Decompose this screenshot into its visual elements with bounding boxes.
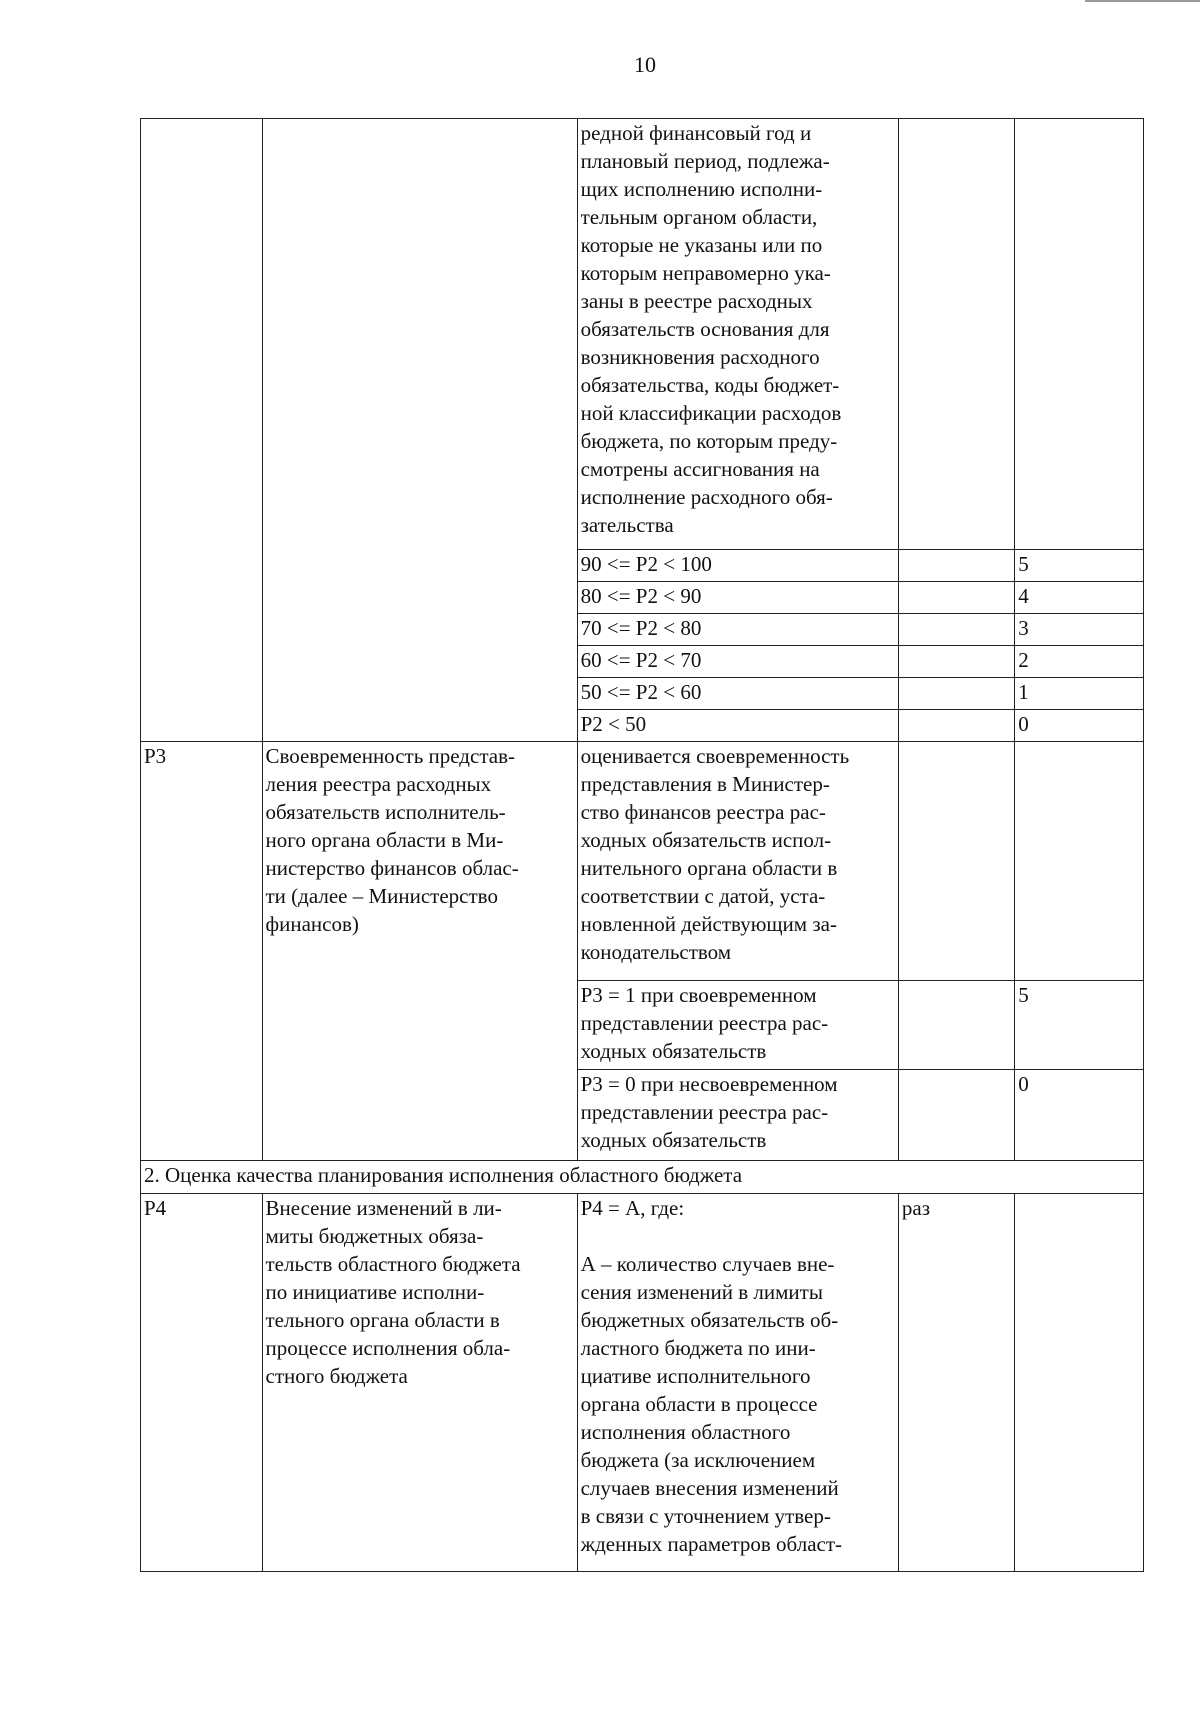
unit-cell	[898, 710, 1014, 742]
code-cell	[141, 119, 263, 742]
p2-score: 4	[1015, 582, 1144, 614]
p2-score: 2	[1015, 646, 1144, 678]
name-cell	[262, 119, 577, 742]
p2-condition: 80 <= Р2 < 90	[577, 582, 898, 614]
table-row	[141, 119, 1144, 550]
p3-score: 5	[1015, 981, 1144, 1070]
p3-description: оценивается своевременность представления в Министер- ство финансов реестра рас- ходных обязательств испол- нительного органа области в соответствии с датой, уста- новленной действующим за- конодательством	[577, 742, 898, 981]
table-row	[141, 742, 1144, 981]
unit-cell	[898, 678, 1014, 710]
p2-condition: 60 <= Р2 < 70	[577, 646, 898, 678]
unit-cell	[898, 646, 1014, 678]
page-number: 10	[634, 52, 656, 77]
p2-condition: 90 <= Р2 < 100	[577, 550, 898, 582]
unit-cell	[898, 1070, 1014, 1161]
unit-cell	[898, 119, 1014, 550]
p2-score: 0	[1015, 710, 1144, 742]
scan-edge-mark	[1085, 0, 1200, 2]
section-title: 2. Оценка качества планирования исполнения областного бюджета	[141, 1161, 1144, 1194]
unit-cell	[898, 614, 1014, 646]
p3-score: 0	[1015, 1070, 1144, 1161]
p4-code: Р4	[141, 1194, 263, 1572]
table-row	[141, 1161, 1144, 1194]
p2-score: 3	[1015, 614, 1144, 646]
score-cell	[1015, 119, 1144, 550]
unit-cell	[898, 550, 1014, 582]
criteria-table	[140, 118, 1144, 1572]
p2-condition: Р2 < 50	[577, 710, 898, 742]
unit-cell	[898, 981, 1014, 1070]
p2-score: 1	[1015, 678, 1144, 710]
p3-name: Своевременность представ- ления реестра расходных обязательств исполнитель- ного органа области в Ми- нистерство финансов облас- ти (далее – Министерство финансов)	[262, 742, 577, 1161]
p3-condition: Р3 = 1 при своевременном представлении реестра рас- ходных обязательств	[577, 981, 898, 1070]
unit-cell	[898, 742, 1014, 981]
p4-description: Р4 = А, где: А – количество случаев вне- сения изменений в лимиты бюджетных обязательств об- ластного бюджета по ини- циативе исполнительного органа области в процессе исполнения областного бюджета (за исключением случаев внесения изменений в связи с уточнением утвер- жденных параметров област-	[577, 1194, 898, 1572]
table-row	[141, 1194, 1144, 1572]
p2-score: 5	[1015, 550, 1144, 582]
p4-name: Внесение изменений в ли- миты бюджетных обяза- тельств областного бюджета по инициативе исполни- тельного органа области в процессе исполнения обла- стного бюджета	[262, 1194, 577, 1572]
score-cell	[1015, 742, 1144, 981]
p4-unit: раз	[898, 1194, 1014, 1572]
unit-cell	[898, 582, 1014, 614]
p3-condition: Р3 = 0 при несвоевременном представлении реестра рас- ходных обязательств	[577, 1070, 898, 1161]
p2-description-continued: редной финансовый год и плановый период, подлежа- щих исполнению исполни- тельным органом области, которые не указаны или по которым неправомерно ука- заны в реестре расходных обязательств основания для возникновения расходного обязательства, коды бюджет- ной классификации расходов бюджета, по которым преду- смотрены ассигнования на исполнение расходного обя- зательства	[577, 119, 898, 550]
p2-condition: 50 <= Р2 < 60	[577, 678, 898, 710]
score-cell	[1015, 1194, 1144, 1572]
p2-condition: 70 <= Р2 < 80	[577, 614, 898, 646]
p3-code: Р3	[141, 742, 263, 1161]
